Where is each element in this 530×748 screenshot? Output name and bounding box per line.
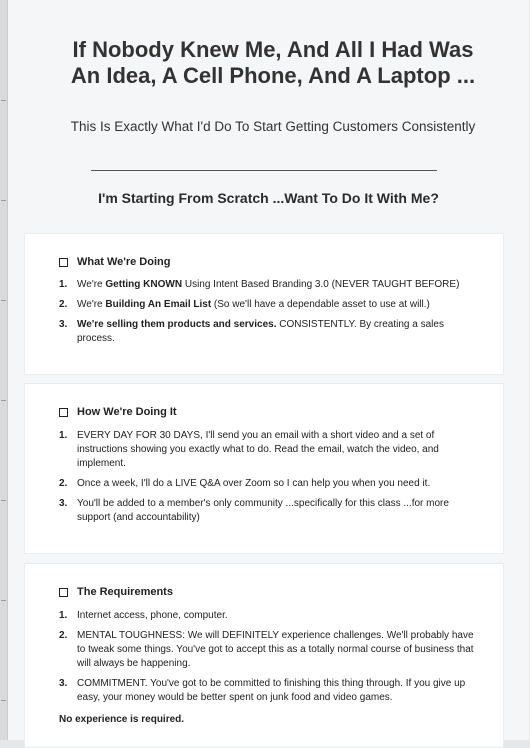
section-title-label: How We're Doing It	[77, 406, 177, 418]
list-number: 1.	[59, 430, 68, 441]
list-number: 2.	[59, 478, 68, 489]
list-number: 2.	[59, 630, 68, 641]
cta-heading: I'm Starting From Scratch ...Want To Do It With Me?	[98, 190, 439, 206]
list-item	[59, 497, 479, 525]
list-text: MENTAL TOUGHNESS: We will DEFINITELY experience challenges. We'll probably have to tweak some things. You've got to accept this as a totally normal course of business that will always be happening.	[77, 630, 474, 669]
ruler-tick	[1, 300, 6, 301]
list-number: 3.	[59, 498, 68, 509]
list-text: COMMITMENT. You've got to be committed to finishing this thing through. If you give up easy, your money would be better spent on junk food and video games.	[77, 678, 466, 703]
section-title-label: The Requirements	[77, 586, 173, 598]
checkbox-icon[interactable]	[59, 588, 68, 597]
vertical-ruler	[0, 0, 8, 740]
list-item	[59, 318, 479, 346]
section-title-label: What We're Doing	[77, 256, 171, 268]
checkbox-icon[interactable]	[59, 258, 68, 267]
ordered-list	[59, 609, 479, 711]
list-item	[59, 677, 479, 705]
list-text: Once a week, I'll do a LIVE Q&A over Zoom so I can help you when you need it.	[77, 478, 431, 489]
ordered-list	[59, 429, 479, 531]
page-subheadline: This Is Exactly What I'd Do To Start Getting Customers Consistently	[70, 119, 476, 134]
list-text-bold: Building An Email List	[105, 299, 212, 310]
list-text: We're	[77, 279, 106, 290]
divider	[91, 170, 437, 171]
ruler-tick	[1, 600, 6, 601]
list-text: We're	[77, 299, 106, 310]
list-text-bold: We're selling them products and services.	[77, 319, 277, 330]
list-number: 1.	[59, 610, 68, 621]
list-item	[59, 477, 479, 491]
list-number: 3.	[59, 678, 68, 689]
list-item	[59, 629, 479, 671]
section-title	[59, 256, 170, 268]
list-text: You'll be added to a member's only community ...specifically for this class ...for more support (and accountability)	[77, 498, 449, 523]
list-number: 2.	[59, 299, 68, 310]
page-canvas	[8, 0, 529, 740]
list-text-bold: Getting KNOWN	[105, 279, 183, 290]
requirements-note: No experience is required.	[59, 714, 185, 725]
list-text: Internet access, phone, computer.	[77, 610, 228, 621]
ruler-tick	[1, 700, 6, 701]
page-headline: If Nobody Knew Me, And All I Had Was An Idea, A Cell Phone, And A Laptop ...	[70, 37, 476, 88]
list-number: 1.	[59, 279, 68, 290]
list-text: Using Intent Based Branding 3.0 (NEVER TAUGHT BEFORE)	[182, 279, 460, 290]
list-text: CONSISTENTLY. By creating a sales process.	[77, 319, 444, 344]
list-text: (So we'll have a dependable asset to use at will.)	[211, 299, 430, 310]
ruler-tick	[1, 500, 6, 501]
ruler-tick	[1, 100, 6, 101]
ordered-list	[59, 278, 479, 352]
list-text: EVERY DAY FOR 30 DAYS, I'll send you an email with a short video and a set of instructions showing you exactly what to do. Read the email, watch the video, and implement.	[77, 430, 439, 469]
section-title	[59, 586, 173, 598]
section-card-requirements	[24, 563, 504, 748]
checkbox-icon[interactable]	[59, 408, 68, 417]
ruler-tick	[1, 200, 6, 201]
list-item	[59, 298, 479, 312]
list-item	[59, 278, 479, 292]
list-number: 3.	[59, 319, 68, 330]
section-title	[59, 406, 177, 418]
ruler-tick	[1, 400, 6, 401]
section-card-what-were-doing	[24, 233, 504, 375]
section-card-how-were-doing-it	[24, 383, 504, 554]
list-item	[59, 429, 479, 471]
list-item	[59, 609, 479, 623]
